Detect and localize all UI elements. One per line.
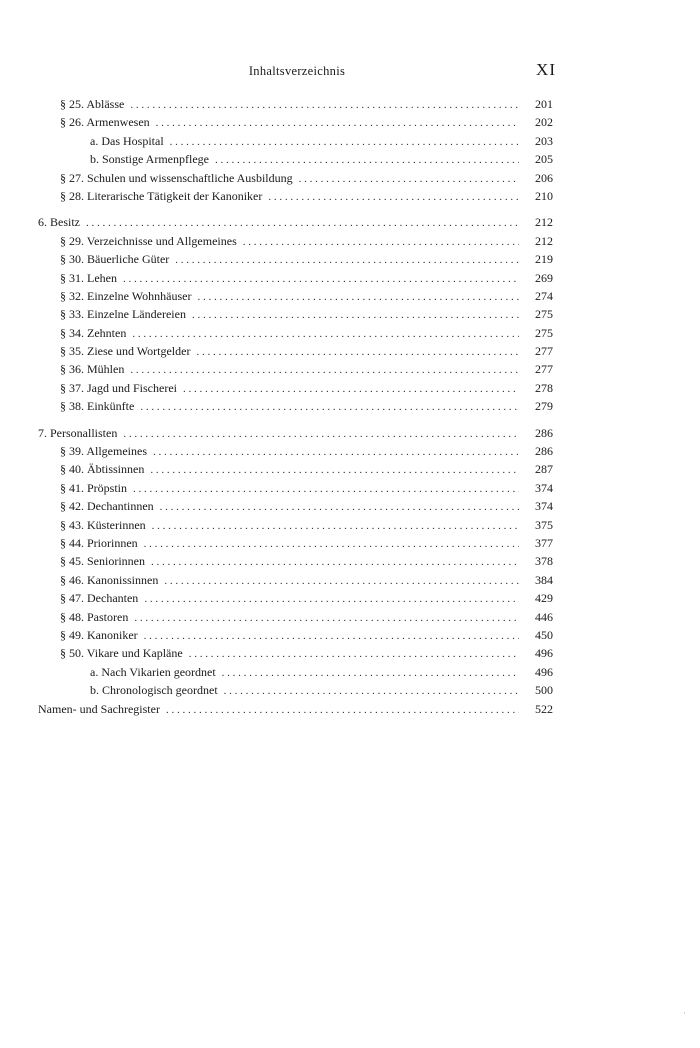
toc-entry-page: 429 [535,591,553,606]
toc-entry-page: 375 [535,517,553,532]
dot-leader [189,645,519,663]
toc-entry-label: § 50. Vikare und Kapläne [60,646,183,661]
toc-entry-label: § 27. Schulen und wissenschaftliche Ausbildung [60,170,293,185]
toc-entry-page: 277 [535,362,553,377]
toc-entry [38,269,553,287]
toc-entry [38,534,553,552]
toc-entry [38,460,553,478]
toc-entry-page: 287 [535,462,553,477]
toc-entry-label: a. Das Hospital [90,133,164,148]
toc-entry [38,479,553,497]
toc-entry-label: § 36. Mühlen [60,362,125,377]
toc-entry-label: § 44. Priorinnen [60,535,138,550]
toc-entry-label: § 40. Äbtissinnen [60,462,145,477]
toc-entry [38,342,553,360]
dot-leader [196,343,519,361]
dot-leader [183,380,519,398]
toc-entry [38,379,553,397]
dot-leader [86,214,519,232]
dot-leader [144,590,519,608]
dot-leader [134,609,519,627]
toc-entry [38,424,553,442]
dot-leader [243,233,519,251]
toc-entry-page: 450 [535,627,553,642]
toc-entry-label: § 48. Pastoren [60,609,129,624]
dot-leader [151,553,519,571]
toc-entry-page: 384 [535,572,553,587]
toc-entry [38,305,553,323]
toc-entry [38,113,553,131]
toc-entry-label: § 26. Armenwesen [60,115,150,130]
toc-entry-page: 496 [535,646,553,661]
toc-entry [38,187,553,205]
toc-entry-label: 7. Personallisten [38,425,118,440]
toc-entry-page: 286 [535,444,553,459]
toc-entry [38,324,553,342]
toc-entry-page: 286 [535,425,553,440]
toc-entry-page: 275 [535,307,553,322]
dot-leader [132,325,519,343]
toc-entry-label: § 29. Verzeichnisse und Allgemeines [60,233,237,248]
toc-entry-page: 278 [535,380,553,395]
toc-entry-label: § 49. Kanoniker [60,627,138,642]
toc-entry-label: a. Nach Vikarien geordnet [90,664,216,679]
toc-entry-page: 219 [535,252,553,267]
toc-entry [38,552,553,570]
dot-leader [197,288,519,306]
toc-entry-label: § 35. Ziese und Wortgelder [60,344,191,359]
toc-entry-label: § 28. Literarische Tätigkeit der Kanoniker [60,188,263,203]
toc-entry [38,213,553,231]
toc-entry [38,516,553,534]
dot-leader [123,270,519,288]
dot-leader [222,664,519,682]
dot-leader [170,133,519,151]
toc-entry-label: b. Chronologisch geordnet [90,683,218,698]
toc-entry-page: 500 [535,683,553,698]
dot-leader [175,251,519,269]
dot-leader [130,361,519,379]
toc-entry-page: 212 [535,215,553,230]
dot-leader [133,480,519,498]
toc-entry [38,169,553,187]
dot-leader [130,96,519,114]
toc-entry [38,626,553,644]
dot-leader [156,114,519,132]
toc-entry-label: § 45. Seniorinnen [60,554,145,569]
running-title: Inhaltsverzeichnis [248,64,346,78]
table-of-contents [38,95,553,718]
toc-entry [38,571,553,589]
dot-leader [215,151,519,169]
toc-entry-page: 374 [535,480,553,495]
toc-entry-label: § 47. Dechanten [60,591,139,606]
toc-entry-page: 274 [535,288,553,303]
dot-leader [152,517,519,535]
toc-entry [38,608,553,626]
dot-leader [224,682,519,700]
dot-leader [150,461,519,479]
toc-entry-page: 212 [535,233,553,248]
toc-entry-page: 496 [535,664,553,679]
toc-entry-label: b. Sonstige Armenpflege [90,152,209,167]
toc-entry-label: § 42. Dechantinnen [60,499,154,514]
toc-entry-page: 377 [535,535,553,550]
dot-leader [164,572,519,590]
toc-entry [38,397,553,415]
toc-entry-page: 269 [535,270,553,285]
toc-entry-page: 206 [535,170,553,185]
dot-leader [268,188,519,206]
toc-entry-label: § 32. Einzelne Wohnhäuser [60,288,192,303]
toc-entry [38,360,553,378]
dot-leader [166,701,519,719]
toc-entry [38,232,553,250]
toc-entry-label: § 46. Kanonissinnen [60,572,159,587]
toc-entry-label: § 30. Bäuerliche Güter [60,252,170,267]
toc-entry [38,497,553,515]
toc-entry-page: 279 [535,399,553,414]
dot-leader [144,627,519,645]
dot-leader [140,398,519,416]
dot-leader [123,425,519,443]
page-header [38,62,556,82]
toc-entry [38,287,553,305]
toc-entry-label: Namen- und Sachregister [38,701,160,716]
toc-entry [38,95,553,113]
dot-leader [192,306,519,324]
scan-mark: · [683,1008,686,1018]
toc-entry-label: § 43. Küsterinnen [60,517,146,532]
toc-entry-page: 275 [535,325,553,340]
toc-entry-label: § 41. Pröpstin [60,480,128,495]
toc-entry [38,663,553,681]
toc-entry [38,644,553,662]
toc-entry-page: 203 [535,133,553,148]
toc-entry [38,150,553,168]
toc-entry [38,250,553,268]
page-number: XI [536,60,556,79]
toc-entry-page: 378 [535,554,553,569]
toc-entry-page: 522 [535,701,553,716]
dot-leader [160,498,519,516]
toc-entry-label: § 31. Lehen [60,270,117,285]
toc-entry-page: 374 [535,499,553,514]
toc-entry-page: 205 [535,152,553,167]
toc-entry [38,589,553,607]
toc-entry-label: § 38. Einkünfte [60,399,135,414]
dot-leader [153,443,519,461]
toc-entry-page: 446 [535,609,553,624]
dot-leader [299,170,519,188]
toc-entry-page: 202 [535,115,553,130]
toc-entry-page: 210 [535,188,553,203]
toc-entry [38,132,553,150]
toc-entry-label: § 34. Zehnten [60,325,127,340]
toc-entry-label: § 37. Jagd und Fischerei [60,380,177,395]
toc-entry-label: 6. Besitz [38,215,80,230]
toc-entry [38,681,553,699]
toc-entry-label: § 39. Allgemeines [60,444,147,459]
toc-entry [38,700,553,718]
toc-entry-label: § 25. Ablässe [60,97,125,111]
dot-leader [144,535,519,553]
toc-entry-label: § 33. Einzelne Ländereien [60,307,186,322]
toc-entry [38,442,553,460]
toc-entry-page: 277 [535,344,553,359]
toc-entry-page: 201 [535,97,553,111]
